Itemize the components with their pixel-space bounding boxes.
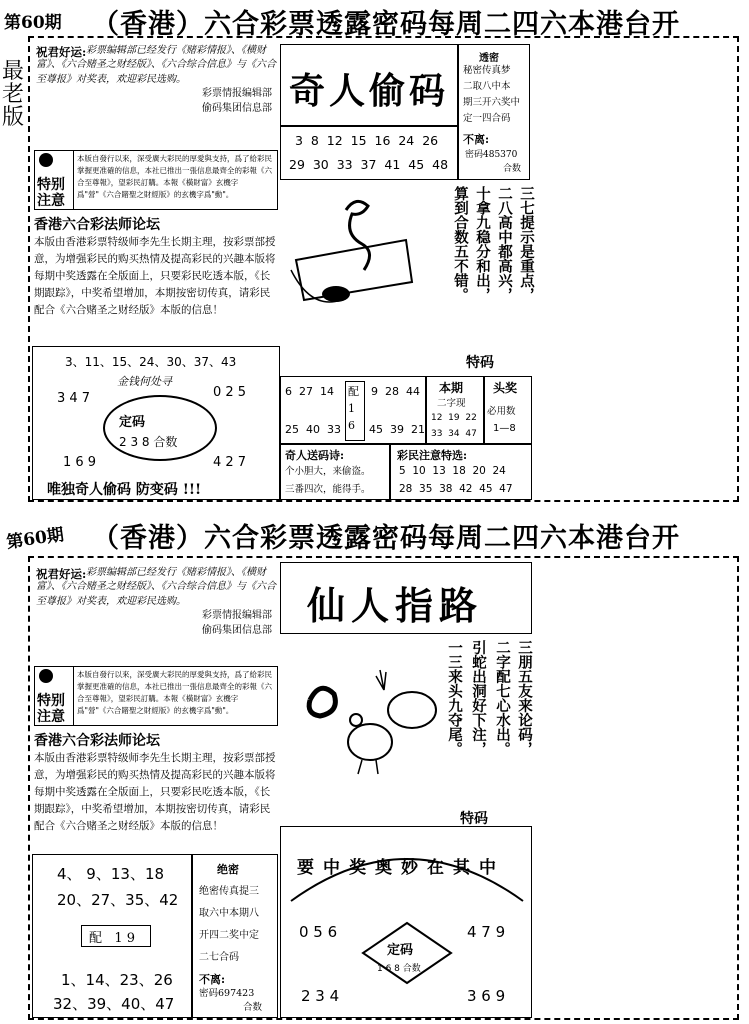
greeting-sign-2: 偷码集团信息部 <box>202 102 272 114</box>
notice-box <box>34 150 278 210</box>
nums-row-2: 29 30 33 37 41 45 48 <box>289 157 449 172</box>
bottom-dm-label: 定码 <box>387 943 414 958</box>
bottom-title-box: 仙人指路 <box>307 583 484 628</box>
bottom-poem-cols-0: 三朋五友来论码， <box>516 640 533 756</box>
top-benqi-nums2: 33 34 47 <box>431 429 477 439</box>
secret-code: 密码485370 <box>465 150 518 160</box>
top-qiren-line1: 个小胆大，来偷盗。 <box>285 466 371 477</box>
bottom-list-row2: 20、27、35、42 <box>57 891 179 909</box>
top-poem-cols-2: 十拿九稳分和出， <box>474 186 491 302</box>
bottom-dm-tl: 0 5 6 <box>299 923 338 941</box>
forum-block-2 <box>34 730 278 835</box>
circle-bl-nums: 1 6 9 <box>63 455 97 470</box>
poem-columns-2 <box>442 640 532 800</box>
top-pair-right-top: 9 28 44 <box>371 385 420 398</box>
bomb-icon-2 <box>39 669 53 683</box>
top-pair-left-bottom: 25 40 33 <box>285 423 341 436</box>
top-caimin-row2: 28 35 38 42 45 47 <box>399 483 513 495</box>
top-secret-body-2: 期三开六奖中 <box>463 97 521 108</box>
title-text: 奇人偷码 <box>289 70 450 112</box>
poem-columns <box>448 186 534 346</box>
notice-box-2 <box>34 666 278 726</box>
bottom-jm-leak: 不离: <box>199 973 226 986</box>
circle-right-nums: 0 2 5 <box>213 385 247 400</box>
bottom-forum-body: 本版由香港彩票特级师李先生长期主理，按彩票部授意，为增强彩民的购买热情及提高彩民的兴趣本版将每期中奖透露在全版面上，只要彩民吃透本版，《长期跟踪》，中奖希望增加，本期按密切传真，请彩民配合《六合赌圣之财经版》本版的信息！ <box>34 752 276 832</box>
secret-title: 透密 <box>479 53 499 64</box>
top-secret-body-1: 二取八中本 <box>463 81 511 92</box>
bottom-dm-tr: 4 7 9 <box>467 923 506 941</box>
top-pair-left-top: 6 27 14 <box>285 385 334 398</box>
top-pair-right-bottom: 45 39 21 <box>369 423 425 436</box>
top-toujiang-sub: 必用数 <box>487 406 516 417</box>
title-box <box>280 44 458 126</box>
secret-box <box>458 44 530 180</box>
top-poem-cols-3: 算到合数五不错。 <box>452 186 469 302</box>
bottom-list-row4: 32、39、40、47 <box>53 995 175 1013</box>
forum-body: 本版由香港彩票特级师李先生长期主理，按彩票部授意，为增强彩民的购买热情及提高彩民的兴趣本版将每期中奖透露在全版面上，只要彩民吃透本版，《长期跟踪》，中奖希望增加，本期按密切传真，请彩民配合《六合赌圣之财经版》本版的信息！ <box>34 236 276 316</box>
top-secret-body-0: 秘密传真梦 <box>463 65 511 76</box>
bottom-jm-lines-3: 二七合码 <box>199 952 239 963</box>
bottom-notice-body: 本版自發行以來，深受廣大彩民的厚愛與支持，爲了給彩民掌握更准確的信息，本社已推出一張信息最齊全的彩報《六合至尊報》，望彩民訂購。本報《橫財富》玄機字爲"營"《六合賭聖之財經版》的玄機字爲"動"。 <box>77 670 272 715</box>
bottom-dm-br: 3 6 9 <box>467 987 506 1005</box>
top-caimin-row1: 5 10 13 18 20 24 <box>399 465 506 477</box>
bottom-jm-lines-1: 取六中本期八 <box>199 908 259 919</box>
forum-block <box>34 214 278 319</box>
secret-body <box>463 63 520 127</box>
greeting-block-2 <box>36 566 276 638</box>
bottom-dm-bl: 2 3 4 <box>301 987 340 1005</box>
diamond-panel <box>280 826 532 1018</box>
top-benqi-title: 本期 <box>439 381 464 395</box>
bottom-list-row1: 4、 9、13、18 <box>57 865 165 883</box>
bottom-forum-title: 香港六合彩法师论坛 <box>34 733 160 749</box>
top-poem-cols-1: 二八高中都高兴， <box>496 186 513 302</box>
top-pair-mid-1: 1 <box>348 402 355 415</box>
number-rows <box>280 126 458 180</box>
pair-box <box>280 376 426 444</box>
tema-label: 特码 <box>466 355 494 371</box>
bottom-greeting-body: 彩票编辑部已经发行《赌彩情报》、《横财富》、《六合赌圣之财经版》、《六合综合信息》与《六合至尊报》对奖表，欢迎彩民选购。 <box>36 566 276 607</box>
bottom-dm-combo: 1 6 8 合数 <box>377 964 421 974</box>
notice-body: 本版自發行以來，深受廣大彩民的厚愛與支持，爲了給彩民掌握更准確的信息，本社已推出一張信息最齊全的彩報《六合至尊報》，望彩民訂購。本報《橫財富》玄機字爲"營"《六合賭聖之財經版》的玄機字爲"動"。 <box>77 154 272 199</box>
top-qiren-line2: 三番四次，能得手。 <box>285 484 371 495</box>
greeting-sign-1: 彩票情报编辑部 <box>202 88 272 100</box>
dragon-illustration <box>286 190 418 320</box>
title-box-2 <box>280 562 532 634</box>
bottom-pei: 配 1 9 <box>89 931 136 946</box>
tema-label-2: 特码 <box>460 811 488 827</box>
top-qiren-title: 奇人送码诗: <box>285 449 345 462</box>
list-box <box>32 854 192 1018</box>
bottom-greeting-title: 祝君好运: <box>36 567 87 581</box>
bottom-greeting-sign2: 偷码集团信息部 <box>202 624 272 636</box>
bottom-list-row3: 1、14、23、26 <box>61 971 173 989</box>
greeting-block <box>36 44 276 116</box>
bottom-jm-he: 合数 <box>243 1002 263 1013</box>
top-side-label-2: 版 <box>2 105 25 131</box>
notice-label: 特别注意 <box>37 177 65 209</box>
chicken-illustration <box>290 650 450 780</box>
bottom-jm-lines-0: 绝密传真提三 <box>199 886 259 897</box>
secret-he: 合数 <box>503 164 522 174</box>
side-label <box>2 60 24 129</box>
jm-box <box>192 854 278 1018</box>
circle-label: 定码 <box>119 415 146 430</box>
top-benqi-sub: 二字现 <box>437 398 466 409</box>
circle-panel <box>32 346 280 500</box>
bottom-poem-cols-3: 一三来头九夺尾。 <box>446 640 463 756</box>
circle-top-nums: 3、11、15、24、30、37、43 <box>65 355 237 369</box>
top-toujiang-range: 1—8 <box>493 423 516 434</box>
top-toujiang-title: 头奖 <box>493 381 518 395</box>
bottom-jm-code: 密码697423 <box>199 988 255 999</box>
bottom-poem-cols-2: 引蛇出洞好下注， <box>470 640 487 756</box>
bottom-poem-cols-1: 二字配七心水出。 <box>494 640 511 756</box>
slogan: 唯独奇人偷码 防变码 !!! <box>47 482 202 498</box>
top-pair-mid-0: 配 <box>348 385 359 398</box>
secret-leak: 不离: <box>463 133 490 146</box>
toujiang-box <box>484 376 532 444</box>
forum-title: 香港六合彩法师论坛 <box>34 217 160 233</box>
circle-left-nums: 3 4 7 <box>57 391 91 406</box>
greeting-body: 彩票编辑部已经发行《赌彩情报》、《横财富》、《六合赌圣之财经版》、《六合综合信息》与《六合至尊报》对奖表，欢迎彩民选购。 <box>36 44 276 85</box>
caimin-box <box>390 444 532 500</box>
top-secret-body-3: 定一四合码 <box>463 113 511 124</box>
page-header-2: （香港）六合彩票透露密码每周二四六本港台开 <box>92 523 680 554</box>
bottom-greeting-sign1: 彩票情报编辑部 <box>202 610 272 622</box>
greeting-title: 祝君好运: <box>36 45 87 59</box>
issue-label-2: 第60期 <box>5 525 66 553</box>
issue-label: 第60期 <box>4 13 62 33</box>
bottom-jm-lines-2: 开四二奖中定 <box>199 930 259 941</box>
top-benqi-nums1: 12 19 22 <box>431 413 477 423</box>
top-side-label-1: 老 <box>2 82 25 108</box>
top-pair-mid-2: 6 <box>348 419 355 432</box>
circle-br-nums: 4 2 7 <box>213 455 247 470</box>
top-side-label-0: 最 <box>2 59 25 84</box>
circle-combo: 2 3 8 合数 <box>119 435 178 449</box>
bottom-jm-title: 绝密 <box>217 863 239 876</box>
bottom-notice-label: 特别注意 <box>37 693 65 725</box>
circle-arc-text: 金钱何处寻 <box>117 375 172 388</box>
nums-row-1: 3 8 12 15 16 24 26 <box>295 133 439 148</box>
qiren-box <box>280 444 390 500</box>
arc-text: 要中奖奥妙在其中 <box>297 858 505 878</box>
top-caimin-title: 彩民注意特选: <box>397 449 468 462</box>
top-poem-cols-0: 三七提示是重点， <box>518 186 535 302</box>
page-header: （香港）六合彩票透露密码每周二四六本港台开 <box>92 9 680 40</box>
bomb-icon <box>39 153 53 167</box>
benqi-box <box>426 376 484 444</box>
